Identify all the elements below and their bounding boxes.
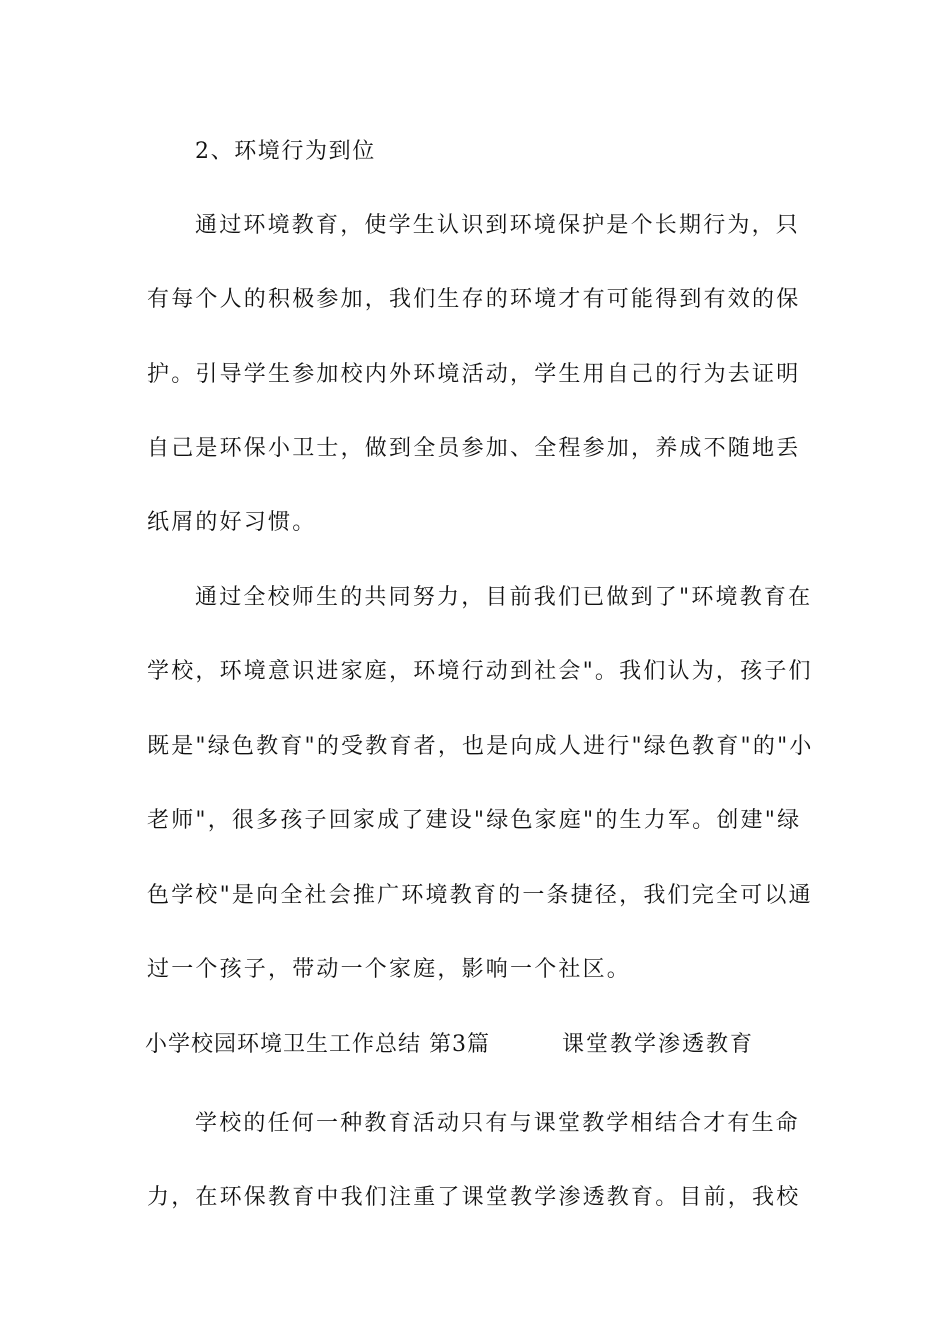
- text-line: 通过环境教育，使学生认识到环境保护是个长期行为，只: [195, 213, 801, 238]
- text-line: 色学校"是向全社会推广环境教育的一条捷径，我们完全可以通: [147, 883, 813, 908]
- text-line: 学校，环境意识进家庭，环境行动到社会"。我们认为，孩子们: [147, 659, 813, 684]
- section-title: 小学校园环境卫生工作总结 第3篇: [145, 1032, 490, 1057]
- text-line: 力，在环保教育中我们注重了课堂教学渗透教育。目前，我校: [147, 1185, 801, 1210]
- text-line: 护。引导学生参加校内外环境活动，学生用自己的行为去证明: [147, 362, 801, 387]
- text-line: 老师"，很多孩子回家成了建设"绿色家庭"的生力军。创建"绿: [147, 808, 802, 833]
- section-heading: 2、环境行为到位: [195, 139, 376, 164]
- text-line: 纸屑的好习惯。: [147, 510, 317, 535]
- text-line: 有每个人的积极参加，我们生存的环境才有可能得到有效的保: [147, 287, 801, 312]
- text-line: 通过全校师生的共同努力，目前我们已做到了"环境教育在: [195, 585, 813, 610]
- text-line: 自己是环保小卫士，做到全员参加、全程参加，养成不随地丢: [147, 436, 801, 461]
- text-line: 既是"绿色教育"的受教育者，也是向成人进行"绿色教育"的"小: [147, 734, 814, 759]
- section-subtitle: 课堂教学渗透教育: [562, 1032, 755, 1057]
- text-line: 过一个孩子，带动一个家庭，影响一个社区。: [147, 957, 632, 982]
- text-line: 学校的任何一种教育活动只有与课堂教学相结合才有生命: [195, 1111, 801, 1136]
